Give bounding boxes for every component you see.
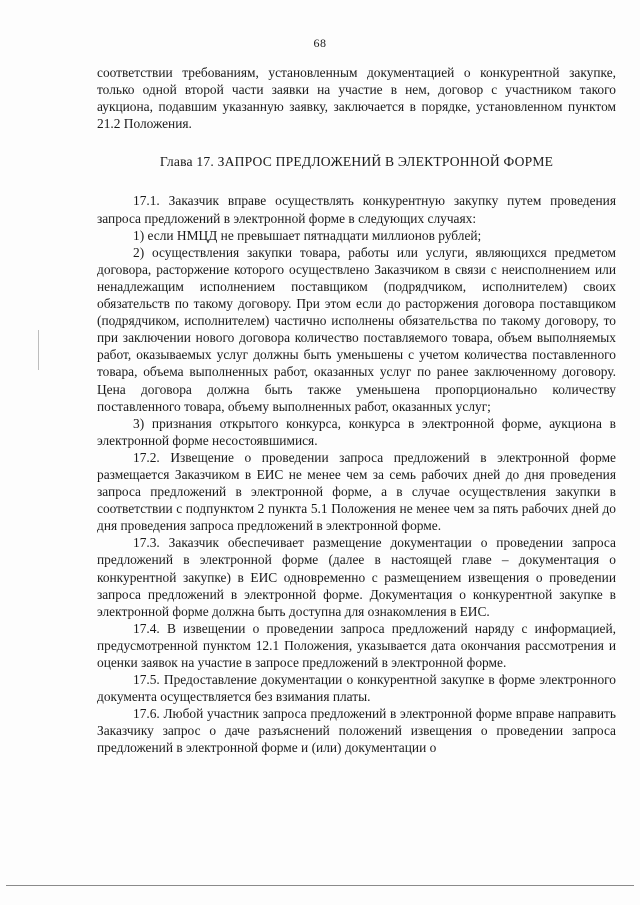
clause-17-1-item-2: 2) осуществления закупки товара, работы или услуги, являющихся предметом договора, расторжение которого осуществлено Заказчиком в связи с неисполнением или ненадлежащим исполнением поставщиком (подрядчиком, исполнителем) своих обязательств по такому договору. При этом если до расторжения договора поставщиком (подрядчиком, исполнителем) частично исполнены обязательства по такому договору, то при заключении нового договора количество поставляемого товара, объем выполняемых работ, оказываемых услуг должны быть уменьшены с учетом количества поставленного товара, объема выполненных работ, оказанных услуг по ранее заключенному договору. Цена договора должна быть также уменьшена пропорционально количеству поставленного товара, объему выполненных работ, оказанных услуг;	[97, 244, 616, 414]
clause-17-3: 17.3. Заказчик обеспечивает размещение документации о проведении запроса предложений в электронной форме (далее в настоящей главе – документация о конкурентной закупке) в ЕИС одновременно с размещением извещения о проведении запроса предложений в электронной форме. Документация о конкурентной закупке в электронной форме должна быть доступна для ознакомления в ЕИС.	[97, 535, 616, 619]
clause-17-4: 17.4. В извещении о проведении запроса предложений наряду с информацией, предусмотренной пунктом 12.1 Положения, указывается дата окончания рассмотрения и оценки заявок на участие в запросе предложений в электронной форме.	[97, 620, 616, 670]
clause-17-5: 17.5. Предоставление документации о конкурентной закупке в форме электронного документа осуществляется без взимания платы.	[97, 672, 616, 705]
chapter-heading: Глава 17. ЗАПРОС ПРЕДЛОЖЕНИЙ В ЭЛЕКТРОННОЙ ФОРМЕ	[159, 154, 554, 170]
document-body	[97, 64, 616, 757]
clause-17-1-item-1: 1) если НМЦД не превышает пятнадцати миллионов рублей;	[133, 227, 482, 243]
page-number: 68	[313, 36, 327, 50]
paragraph-continuation: соответствии требованиям, установленным документацией о конкурентной закупке, только одной второй части заявки на участие в нем, договор с участником такого аукциона, подавшим указанную заявку, заключается в порядке, установленном пунктом 21.2 Положения.	[97, 65, 616, 132]
clause-17-1-item-3: 3) признания открытого конкурса, конкурса в электронной форме, аукциона в электронной форме несостоявшимися.	[97, 415, 616, 448]
clause-17-1: 17.1. Заказчик вправе осуществлять конкурентную закупку путем проведения запроса предложений в электронной форме в следующих случаях:	[97, 193, 616, 226]
scan-edge-mark	[38, 330, 39, 370]
clause-17-2: 17.2. Извещение о проведении запроса предложений в электронной форме размещается Заказчиком в ЕИС не менее чем за семь рабочих дней до дня проведения запроса предложений в электронной форме, а в случае осуществления закупки в соответствии с подпунктом 2 пункта 5.1 Положения не менее чем за пять рабочих дней до дня проведения запроса предложений в электронной форме.	[97, 449, 616, 534]
clause-17-6: 17.6. Любой участник запроса предложений в электронной форме вправе направить Заказчику запрос о даче разъяснений положений извещения о проведении запроса предложений в электронной форме и (или) документации о	[97, 706, 616, 756]
scan-bottom-edge	[6, 885, 634, 886]
